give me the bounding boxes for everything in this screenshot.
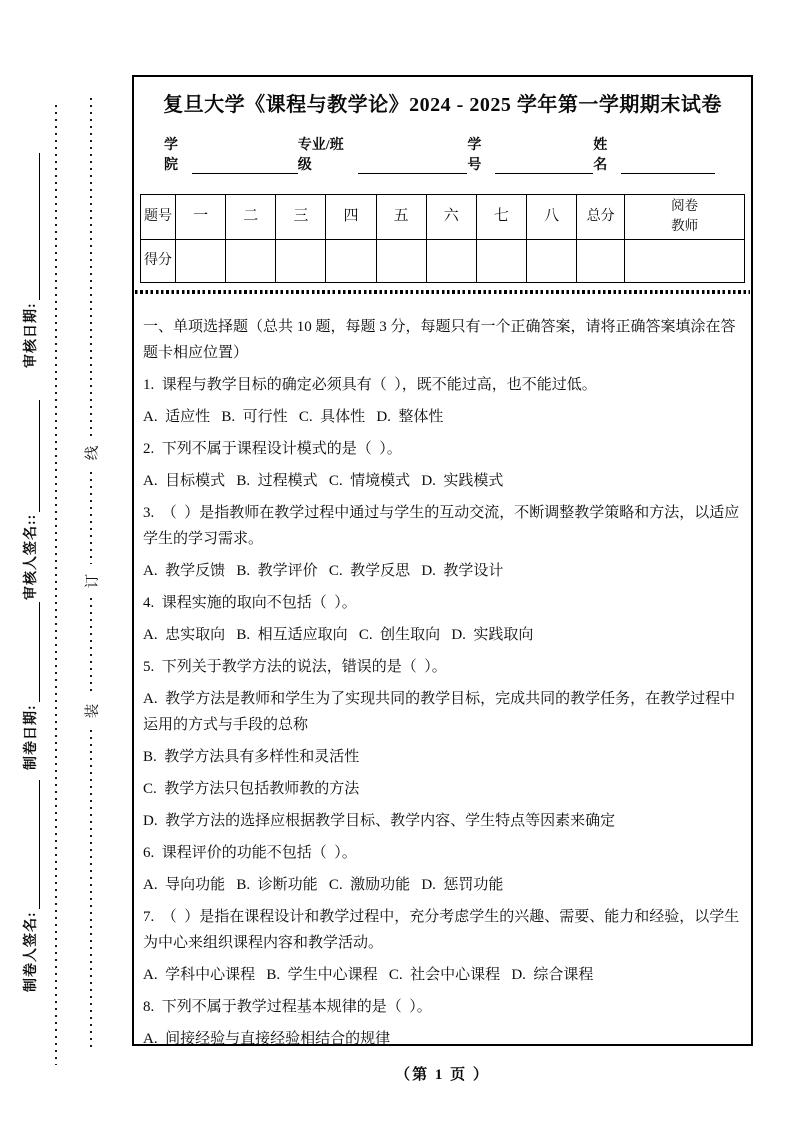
score-cell-1	[176, 240, 226, 283]
score-label-cell: 得分	[141, 240, 176, 283]
score-cell-7	[476, 240, 526, 283]
margin-label-text: 制卷人签名:	[24, 911, 39, 992]
score-cell-9	[577, 240, 625, 283]
margin-label-text: 审核人签名::	[24, 513, 39, 600]
margin-label-3	[21, 602, 43, 770]
field-blank-3	[495, 156, 593, 174]
score-cell-10	[625, 240, 745, 283]
margin-label-text: 审核日期:	[24, 302, 39, 368]
question-5-options-1: A. 教学方法是教师和学生为了实现共同的教学目标，完成共同的教学任务，在教学过程中运用的方式与手段的总称	[143, 691, 736, 733]
question-number-label-cell: 题号	[141, 195, 176, 240]
binding-dotted-segment	[90, 598, 92, 694]
column-header-5: 五	[376, 195, 426, 240]
question-5-options-2: B. 教学方法具有多样性和灵活性	[143, 749, 360, 765]
column-header-1: 一	[176, 195, 226, 240]
column-header-9: 总分	[577, 195, 625, 240]
column-header-8: 八	[526, 195, 576, 240]
question-2-stem: 2. 下列不属于课程设计模式的是（ ）。	[143, 441, 402, 457]
question-4-stem: 4. 课程实施的取向不包括（ ）。	[143, 595, 357, 611]
margin-label-1	[21, 153, 43, 368]
question-6-options-1: A. 导向功能 B. 诊断功能 C. 激励功能 D. 惩罚功能	[143, 877, 504, 893]
question-1-options-1: A. 适应性 B. 可行性 C. 具体性 D. 整体性	[143, 409, 444, 425]
question-5-stem: 5. 下列关于教学方法的说法，错误的是（ ）。	[143, 659, 447, 675]
binding-dotted-segment	[90, 98, 92, 436]
binding-char-1: 线	[84, 445, 101, 461]
field-label-3: 学号	[467, 138, 482, 173]
question-5-options-4: D. 教学方法的选择应根据教学目标、教学内容、学生特点等因素来确定	[143, 813, 616, 829]
margin-label-blank-line	[21, 153, 40, 300]
column-header-6: 六	[426, 195, 476, 240]
field-label-2: 专业/班级	[297, 138, 344, 173]
exam-title: 复旦大学《课程与教学论》2024 - 2025 学年第一学期期末试卷	[163, 94, 722, 116]
question-8-options-1: A. 间接经验与直接经验相结合的规律	[143, 1031, 391, 1047]
score-cell-4	[326, 240, 376, 283]
questions-area	[134, 314, 751, 1052]
column-header-3: 三	[276, 195, 326, 240]
column-header-7: 七	[476, 195, 526, 240]
score-cell-5	[376, 240, 426, 283]
grader-label: 阅卷教师	[671, 198, 699, 234]
score-table-header-row	[141, 195, 745, 240]
question-6-stem: 6. 课程评价的功能不包括（ ）。	[143, 845, 357, 861]
binding-dotted-line-inner	[55, 105, 57, 1065]
field-blank-1	[192, 156, 298, 174]
question-1-stem: 1. 课程与教学目标的确定必须具有（ ），既不能过高，也不能过低。	[143, 377, 597, 393]
margin-label-blank-line	[21, 780, 40, 909]
question-3-options-1: A. 教学反馈 B. 教学评价 C. 教学反思 D. 教学设计	[143, 563, 504, 579]
score-cell-6	[426, 240, 476, 283]
binding-dotted-line	[82, 98, 100, 1048]
score-cell-2	[226, 240, 276, 283]
margin-label-blank-line	[21, 400, 40, 512]
field-blank-2	[358, 156, 468, 174]
exam-sheet	[132, 75, 753, 1046]
question-8-stem: 8. 下列不属于教学过程基本规律的是（ ）。	[143, 999, 432, 1015]
score-cell-8	[526, 240, 576, 283]
column-header-10	[625, 195, 745, 240]
column-header-4: 四	[326, 195, 376, 240]
section-title: 一、单项选择题（总共 10 题，每题 3 分，每题只有一个正确答案，请将正确答案填涂在答题卡相应位置）	[143, 319, 736, 361]
margin-label-4	[21, 780, 43, 992]
margin-label-blank-line	[21, 602, 40, 702]
question-4-options-1: A. 忠实取向 B. 相互适应取向 C. 创生取向 D. 实践取向	[143, 627, 534, 643]
binding-dotted-segment	[90, 472, 92, 564]
score-row	[141, 240, 745, 283]
question-7-stem: 7. （ ）是指在课程设计和教学过程中，充分考虑学生的兴趣、需要、能力和经验，以学生为中心来组织课程内容和教学活动。	[143, 909, 740, 951]
score-table	[140, 194, 745, 283]
question-3-stem: 3. （ ）是指教师在教学过程中通过与学生的互动交流，不断调整教学策略和方法，以适应学生的学习需求。	[143, 505, 740, 547]
page-number: （第 1 页 ）	[395, 1067, 490, 1083]
field-label-4: 姓名	[593, 138, 608, 173]
question-5-options-3: C. 教学方法只包括教师教的方法	[143, 781, 360, 797]
question-7-options-1: A. 学科中心课程 B. 学生中心课程 C. 社会中心课程 D. 综合课程	[143, 967, 594, 983]
margin-label-2	[21, 400, 43, 600]
question-2-options-1: A. 目标模式 B. 过程模式 C. 情境模式 D. 实践模式	[143, 473, 504, 489]
margin-label-text: 制卷日期:	[24, 704, 39, 770]
binding-dotted-segment	[90, 730, 92, 1048]
field-blank-4	[621, 156, 715, 174]
dotted-separator	[135, 290, 750, 294]
binding-char-2: 订	[84, 573, 101, 589]
student-info-row	[134, 134, 751, 174]
column-header-2: 二	[226, 195, 276, 240]
field-label-1: 学院	[164, 138, 178, 173]
binding-char-3: 装	[84, 703, 101, 719]
score-cell-3	[276, 240, 326, 283]
